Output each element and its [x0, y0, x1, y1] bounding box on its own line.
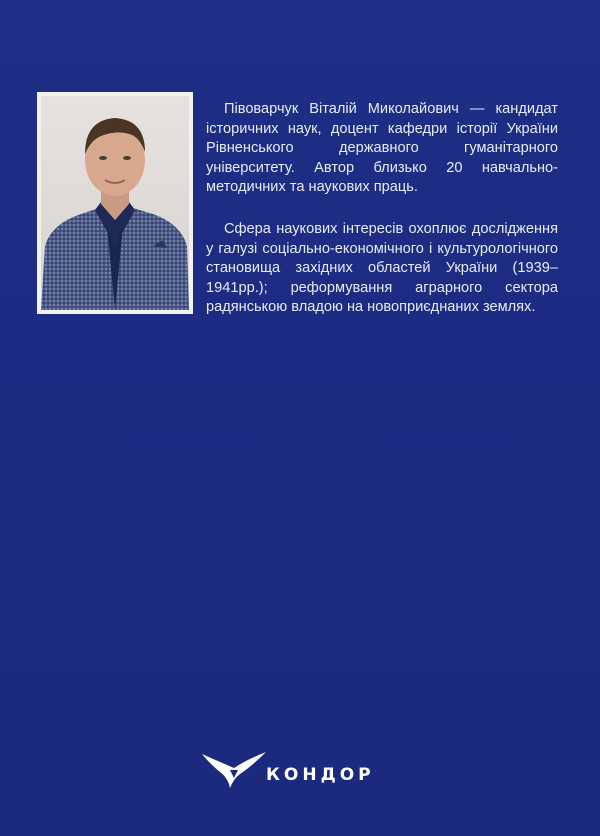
publisher-logo [200, 748, 375, 792]
author-photo [41, 96, 189, 310]
author-research-interests: Сфера наукових інтересів охоплює дослідження у галузі соціально-економічного і культурологічного становища західних областей України (1939–1941рр.); реформування аграрного сектора радянською владою на новоприєднаних землях. [206, 221, 558, 315]
condor-wings-icon [200, 748, 270, 792]
author-photo-frame [37, 92, 193, 314]
author-bio: Півоварчук Віталій Миколайович — кандидат історичних наук, доцент кафедри історії України Рівненського державного гуманітарного університету. Автор близько 20 навчально-методичних та наукових праць. [206, 101, 558, 195]
publisher-name: КОНДОР [266, 765, 375, 785]
